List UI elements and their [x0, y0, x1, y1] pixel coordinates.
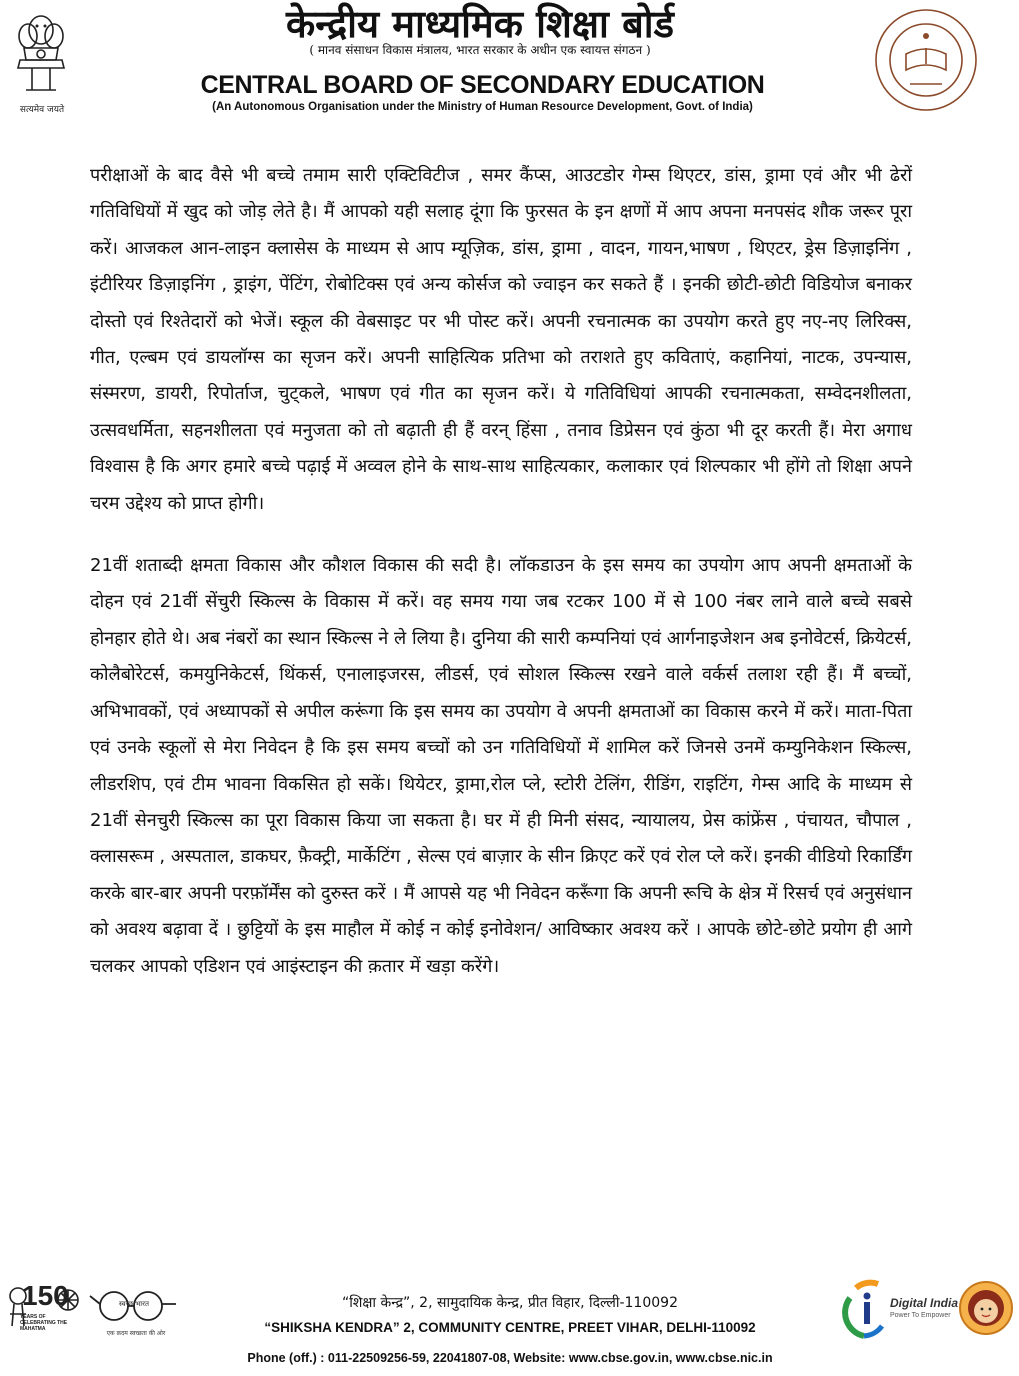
contact-line: Phone (off.) : 011-22509256-59, 22041807-08, Website: www.cbse.gov.in, www.cbse.nic.in — [247, 1351, 773, 1365]
address-hindi: “शिक्षा केन्द्र”, 2, सामुदायिक केन्द्र, प्रीत विहार, दिल्ली-110092 — [342, 1295, 678, 1311]
swachh-bharat-tagline: एक क़दम स्वच्छता की ओर — [106, 1330, 166, 1337]
digital-india-tagline: Power To Empower — [890, 1312, 951, 1319]
gandhi-150-caption: YEARS OF CELEBRATING THE MAHATMA — [20, 1314, 68, 1332]
mascot-girl-icon — [958, 1278, 1014, 1340]
footer-logos-left — [4, 1270, 204, 1340]
digital-india-title: Digital India — [890, 1296, 959, 1310]
emblem-caption: सत्यमेव जयते — [19, 105, 65, 115]
subtitle-english: (An Autonomous Organisation under the Ministry of Human Resource Development, Govt. of India) — [212, 101, 753, 113]
paragraph-21st-century-skills: 21वीं शताब्दी क्षमता विकास और कौशल विकास की सदी है। लॉकडाउन के इस समय का उपयोग आप अपनी क्षमताओं के दोहन एवं 21वीं सेंचुरी स्किल्स के विकास में करें। वह समय गया जब रटकर 100 में से 100 नंबर लाने वाले बच्चे सबसे होनहार होते थे। अब नंबरों का स्थान स्किल्स ने ले लिया है। दुनिया की सारी कम्पनियां एवं आर्गनाइजेशन अब इनोवेटर्स, क्रियेटर्स, कोलैबोरेटर्स, कमयुनिकेटर्स, थिंकर्स, एनालाइजरस, लीडर्स, एवं सोशल स्किल्स रखने वाले वर्कर्स तलाश रही हैं। मैं बच्चों, अभिभावकों, एवं अध्यापकों से अपील करूंगा कि इस समय का उपयोग वे अपनी क्षमताओं का विकास करने में करें। माता-पिता एवं उनके स्कूलों से मेरा निवेदन है कि इस समय बच्चों को उन गतिविधियों में शामिल करें जिनसे उनमें कम्युनिकेशन स्किल्स, लीडरशिप, एवं टीम भावना विकसित हो सकें। थियेटर, ड्रामा,रोल प्ले, स्टोरी टेलिंग, रीडिंग, राइटिंग, गेम्स आदि के माध्यम से 21वीं सेनचुरी स्किल्स का पूरा विकास किया जा सकता है। घर में ही मिनी संसद, न्यायालय, प्रेस कांफ्रेंस , पंचायत, चौपाल , क्लासरूम , अस्पताल, डाकघर, फ़ैक्ट्री, मार्केटिंग , सेल्स एवं बाज़ार के सीन क्रिएट करें एवं रोल प्ले करें। इनकी वीडियो रिकार्डिंग करके बार-बार अपनी परफ़ॉर्मेंस को दुरुस्त करें । मैं आपसे यह भी निवेदन करूँगा कि अपनी रूचि के क्षेत्र में रिसर्च एवं अनुसंधान को अवश्य बढ़ावा दें । छुट्टियों के इस माहौल में कोई न कोई इनोवेशन/ आविष्कार अवश्य करें । आपके छोटे-छोटे प्रयोग ही आगे चलकर आपको एडिशन एवं आइंस्टाइन की क़तार में खड़ा करेंगे। — [90, 555, 912, 977]
digital-india-logo-icon — [842, 1278, 952, 1344]
cbse-seal-icon — [870, 4, 982, 116]
national-emblem-icon — [10, 8, 72, 118]
title-english: CENTRAL BOARD OF SECONDARY EDUCATION — [200, 71, 765, 99]
paragraph-activities: परीक्षाओं के बाद वैसे भी बच्चे तमाम सारी एक्टिविटीज , समर कैंप्स, आउटडोर गेम्स थिएटर, डांस, ड्रामा एवं और भी ढेरों गतिविधियों में खुद को जोड़ लेते है। मैं आपको यही सलाह दूंगा कि फुरसत के इन क्षणों में आप अपना मनपसंद शौक जरूर पूरा करें। आजकल आन-लाइन क्लासेस के माध्यम से आप म्यूज़िक, डांस, ड्रामा , वादन, गायन,भाषण , थिएटर, ड्रेस डिज़ाइनिंग , इंटीरियर डिज़ाइनिंग , ड्राइंग, पेंटिंग, रोबोटिक्स एवं अन्य कोर्सज को ज्वाइन कर सकते हैं । इनकी छोटी-छोटी विडियोज बनाकर दोस्तो एवं रिश्तेदारों को भेजें। स्कूल की वेबसाइट पर भी पोस्ट करें। अपनी रचनात्मक का उपयोग करते हुए नए-नए लिरिक्स, गीत, एल्बम एवं डायलॉग्स का सृजन करें। अपनी साहित्यिक प्रतिभा को तराशते हुए कविताएं, कहानियां, नाटक, उपन्यास, संस्मरण, डायरी, रिपोर्ताज, चुट्कले, भाषण एवं गीत का सृजन करें। ये गतिविधियां आपकी रचनात्मकता, सम्वेदनशीलता, उत्सवधर्मिता, सहनशीलता एवं मनुजता को तो बढ़ाती ही हैं वरन् हिंसा , तनाव डिप्रेसन एवं कुंठा भी दूर करती हैं। मेरा अगाध विश्वास है कि अगर हमारे बच्चे पढ़ाई में अव्वल होने के साथ-साथ साहित्यकार, कलाकार एवं शिल्पकार भी होंगे तो शिक्षा अपने चरम उद्देश्य को प्राप्त होगी। — [90, 165, 912, 514]
title-hindi: केन्द्रीय माध्यमिक शिक्षा बोर्ड — [286, 1, 674, 46]
gandhi-150-number: 150 — [22, 1280, 69, 1311]
letter-body — [90, 158, 912, 985]
swachh-bharat-caption: स्वच्छ भारत — [119, 1300, 149, 1308]
address-english: “SHIKSHA KENDRA” 2, COMMUNITY CENTRE, PREET VIHAR, DELHI-110092 — [264, 1320, 756, 1335]
subtitle-hindi: ( मानव संसाधन विकास मंत्रालय, भारत सरकार के अधीन एक स्वायत्त संगठन ) — [309, 43, 651, 57]
